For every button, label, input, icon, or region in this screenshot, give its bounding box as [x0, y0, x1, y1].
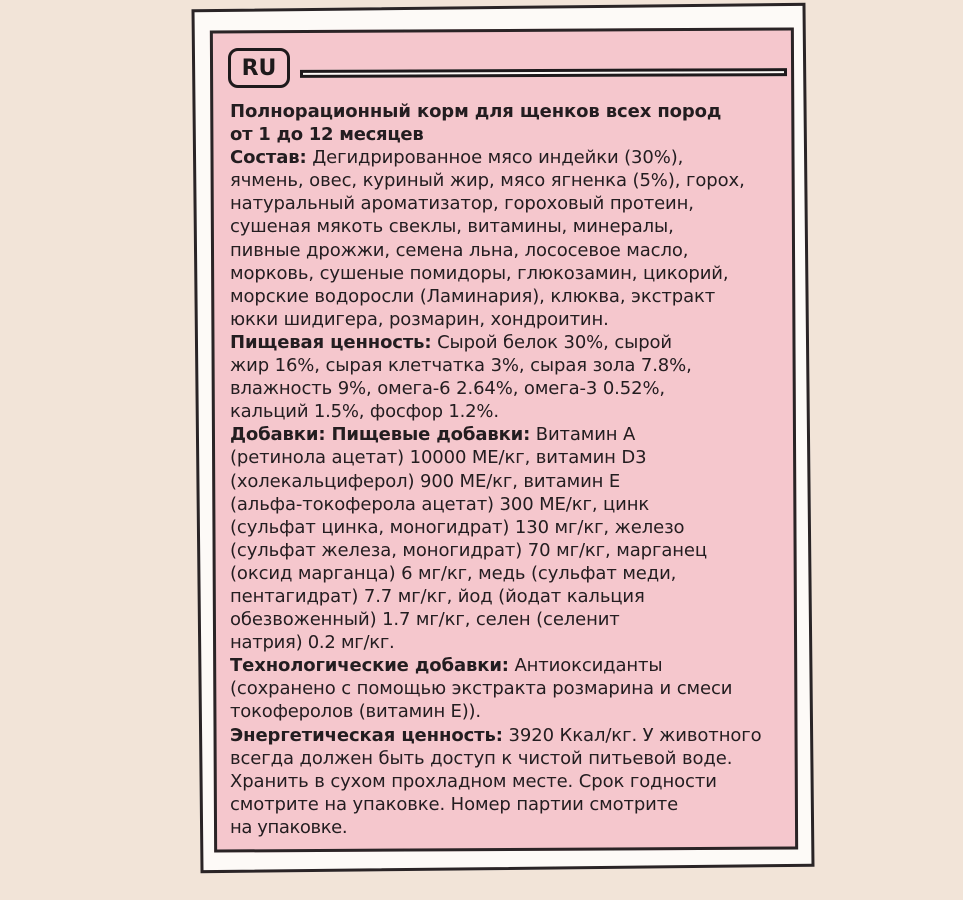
label-line	[230, 816, 795, 839]
label-line-text: (сохранено с помощью экстракта розмарина и смеси	[230, 678, 733, 700]
label-line-text: Антиоксиданты	[508, 655, 663, 677]
label-line-text: Витамин А	[530, 424, 636, 446]
label-line-text: Дегидрированное мясо индейки (30%),	[306, 147, 684, 169]
label-line	[230, 192, 795, 215]
label-line	[230, 100, 795, 123]
label-line-heading: Состав:	[230, 147, 307, 169]
label-line-text: (альфа-токоферола ацетат) 300 МЕ/кг, цинк	[230, 493, 650, 515]
language-code: RU	[241, 55, 277, 81]
label-line	[230, 285, 795, 308]
label-line-heading: Пищевая ценность:	[230, 331, 432, 353]
label-line-text: ячмень, овес, куриный жир, мясо ягненка (5%), горох,	[230, 170, 745, 192]
label-line	[230, 793, 795, 816]
label-line	[230, 331, 795, 354]
label-text	[230, 100, 795, 839]
label-line	[230, 700, 795, 723]
label-line	[230, 446, 795, 469]
language-badge	[228, 48, 290, 88]
label-line-text: (оксид марганца) 6 мг/кг, медь (сульфат меди,	[230, 562, 677, 584]
label-line	[230, 493, 795, 516]
label-line	[230, 262, 795, 285]
label-line	[230, 377, 795, 400]
label-line-text: пивные дрожжи, семена льна, лососевое масло,	[230, 239, 689, 261]
label-line	[230, 516, 795, 539]
label-line-text: (ретинола ацетат) 10000 МЕ/кг, витамин D3	[230, 447, 647, 469]
label-line	[230, 239, 795, 262]
label-line	[230, 146, 795, 169]
label-line	[230, 677, 795, 700]
label-line-text: влажность 9%, омега-6 2.64%, омега-3 0.52%,	[230, 378, 666, 400]
label-line-text: натуральный ароматизатор, гороховый протеин,	[230, 193, 694, 215]
label-line-text: натрия) 0.2 мг/кг.	[230, 632, 395, 654]
label-line-text: обезвоженный) 1.7 мг/кг, селен (селенит	[230, 609, 620, 631]
label-line-text: пентагидрат) 7.7 мг/кг, йод (йодат кальция	[230, 585, 645, 607]
label-line-text: Сырой белок 30%, сырой	[431, 331, 672, 353]
label-line	[230, 470, 795, 493]
label-line	[230, 747, 795, 770]
label-line-text: (сульфат железа, моногидрат) 70 мг/кг, марганец	[230, 539, 708, 561]
label-line-text: всегда должен быть доступ к чистой питьевой воде.	[230, 747, 733, 769]
label-line	[230, 631, 795, 654]
label-line	[230, 654, 795, 677]
label-line-text: кальций 1.5%, фосфор 1.2%.	[230, 401, 499, 423]
label-line	[230, 169, 795, 192]
label-line-text: Хранить в сухом прохладном месте. Срок годности	[230, 770, 717, 792]
label-line-text: (сульфат цинка, моногидрат) 130 мг/кг, железо	[230, 516, 685, 538]
label-line	[230, 354, 795, 377]
label-line-text: жир 16%, сырая клетчатка 3%, сырая зола 7.8%,	[230, 355, 692, 377]
label-line-heading: от 1 до 12 месяцев	[230, 124, 424, 146]
label-line	[230, 770, 795, 793]
label-line-text: токоферолов (витамин Е)).	[230, 701, 481, 723]
label-line	[230, 215, 795, 238]
label-line-text: морские водоросли (Ламинария), клюква, экстракт	[230, 285, 716, 307]
header-rule	[300, 68, 787, 78]
label-line	[230, 724, 795, 747]
label-line-heading: Добавки: Пищевые добавки:	[230, 424, 531, 446]
label-line	[230, 423, 795, 446]
label-line	[230, 562, 795, 585]
label-line-heading: Технологические добавки:	[230, 655, 509, 677]
label-line-heading: Полнорационный корм для щенков всех пород	[230, 101, 722, 122]
label-line-text: 3920 Ккал/кг. У животного	[502, 724, 762, 746]
label-line	[230, 585, 795, 608]
label-line-text: (холекальциферол) 900 МЕ/кг, витамин Е	[230, 470, 621, 492]
label-line	[230, 308, 795, 331]
label-line-text: морковь, сушеные помидоры, глюкозамин, цикорий,	[230, 262, 729, 284]
label-line-text: смотрите на упаковке. Номер партии смотрите	[230, 793, 679, 815]
label-line	[230, 539, 795, 562]
label-line-heading: Энергетическая ценность:	[230, 724, 503, 746]
label-line	[230, 400, 795, 423]
label-line	[230, 608, 795, 631]
label-line-text: сушеная мякоть свеклы, витамины, минералы,	[230, 216, 674, 238]
label-line	[230, 123, 795, 146]
label-line-text: на упаковке.	[230, 816, 348, 838]
label-line-text: юкки шидигера, розмарин, хондроитин.	[230, 308, 609, 330]
